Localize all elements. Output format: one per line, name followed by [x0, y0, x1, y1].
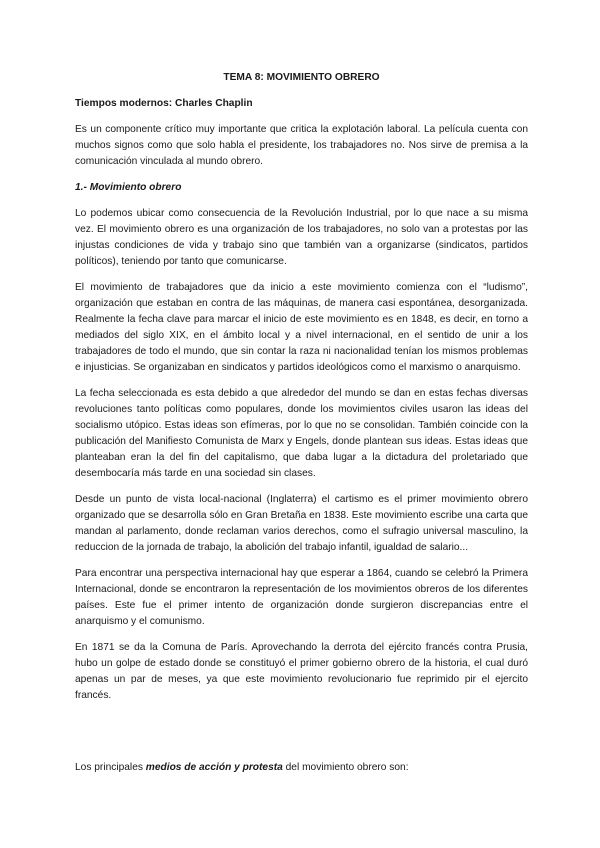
- final-text-after: del movimiento obrero son:: [282, 762, 409, 773]
- final-paragraph: [75, 760, 528, 776]
- spacer: [75, 714, 528, 760]
- document-body: [75, 70, 528, 786]
- paragraph-origin: Lo podemos ubicar como consecuencia de la Revolución Industrial, por lo que nace a su misma vez. El movimiento obrero es una organización de los trabajadores, no solo van a protestas por las injustas condiciones de vida y trabajo sino que también van a organizarse (sindicatos, partidos políticos), teniendo por tanto que comunicarse.: [75, 208, 528, 267]
- paragraph-internacional: Para encontrar una perspectiva internacional hay que esperar a 1864, cuando se celebró la Primera Internacional, donde se encontraron la representación de los movimientos obreros de los diferentes países. Este fue el primer intento de organización donde surgieron discrepancias entre el anarquismo y el comunismo.: [75, 568, 528, 627]
- final-emphasis: medios de acción y protesta: [145, 762, 283, 773]
- intro-paragraph: Es un componente crítico muy importante que critica la explotación laboral. La película cuenta con muchos signos como que solo habla el presidente, los trabajadores no. Nos sirve de premisa a la comunicación vinculada al mundo obrero.: [75, 124, 528, 167]
- subheading: Tiempos modernos: Charles Chaplin: [75, 98, 253, 109]
- paragraph-cartismo: Desde un punto de vista local-nacional (Inglaterra) el cartismo es el primer movimiento obrero organizado que se desarrolla sólo en Gran Bretaña en 1838. Este movimiento escribe una carta que mandan al parlamento, donde reclaman varios derechos, como el sufragio universal masculino, la reduccion de la jornada de trabajo, la abolición del trabajo infantil, igualdad de salario...: [75, 494, 528, 553]
- paragraph-comuna: En 1871 se da la Comuna de París. Aprovechando la derrota del ejército francés contra Prusia, hubo un golpe de estado donde se constituyó el primer gobierno obrero de la historia, el cual duró apenas un par de meses, ya que este movimiento revolucionario fue reprimido pir el ejercito francés.: [75, 642, 528, 701]
- paragraph-1848: La fecha seleccionada es esta debido a que alrededor del mundo se dan en estas fechas diversas revoluciones tanto políticas como populares, donde los movimientos civiles usaron las ideas del socialismo utópico. Estas ideas son efímeras, por lo que no se consolidan. También coincide con la publicación del Manifiesto Comunista de Marx y Engels, donde plantean sus ideas. Estas ideas que planteaban eran la del fin del capitalismo, que daba lugar a la dictadura del proletariado que desembocaría más tarde en una sociedad sin clases.: [75, 388, 528, 479]
- section-heading: 1.- Movimiento obrero: [75, 182, 182, 193]
- document-title: TEMA 8: MOVIMIENTO OBRERO: [223, 72, 380, 83]
- final-text-before: Los principales: [75, 762, 146, 773]
- paragraph-ludismo: El movimiento de trabajadores que da inicio a este movimiento comienza con el “ludismo”, organización que estaban en contra de las máquinas, de manera casi espontánea, desorganizada. Realmente la fecha clave para marcar el inicio de este movimiento es en 1848, es decir, en torno a mediados del siglo XIX, en el ámbito local y a nivel internacional, en el sentido de unir a los trabajadores de todo el mundo, que sin contar la raza ni nacionalidad tenían los mismos problemas e injusticias. Se organizaban en sindicatos y partidos ideológicos como el marxismo o anarquismo.: [75, 282, 528, 373]
